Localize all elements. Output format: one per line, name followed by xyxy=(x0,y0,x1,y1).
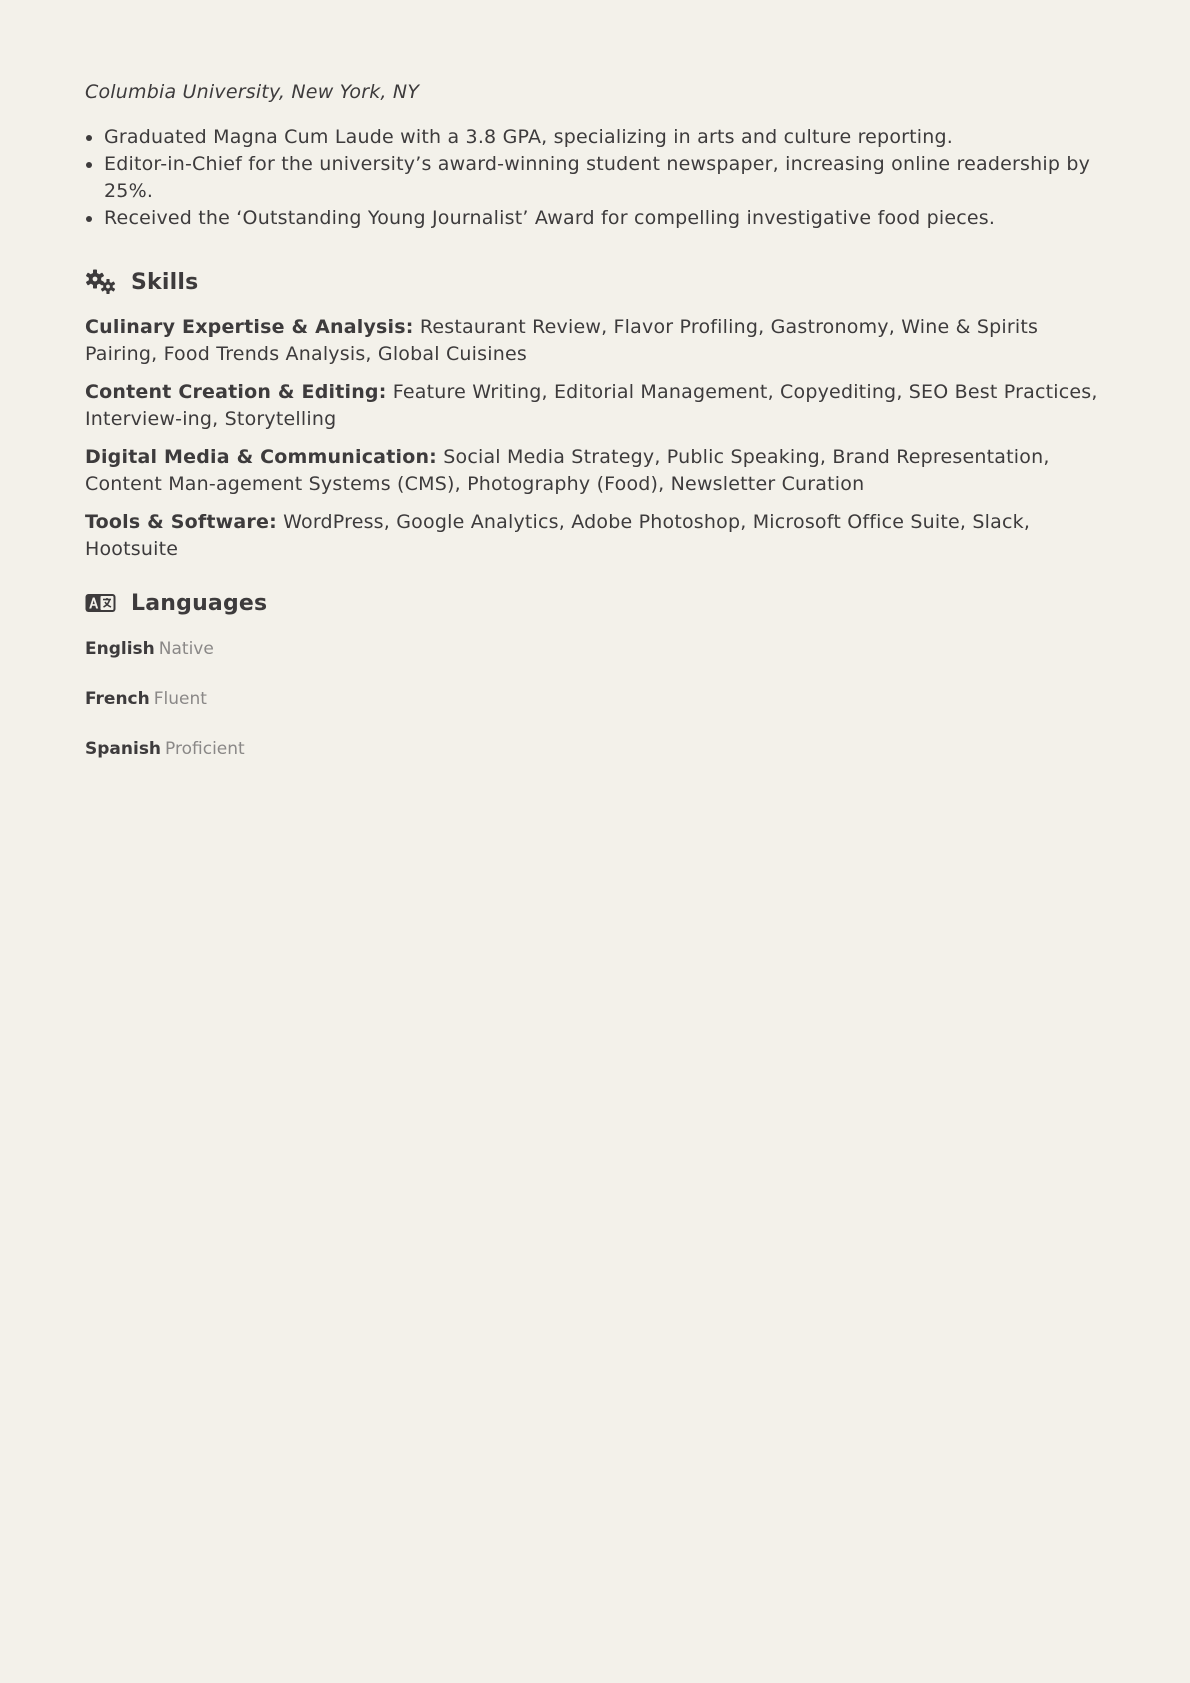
skill-value: Restaurant Review, Flavor Profiling, Gastronomy, Wine & Spirits Pairing, Food Trends Analysis, Global Cuisines xyxy=(85,316,1039,365)
language-row xyxy=(85,686,1105,712)
skill-value: Feature Writing, Editorial Management, Copyediting, SEO Best Practices, Interview-ing, Storytelling xyxy=(85,381,1098,430)
skill-row xyxy=(85,314,1105,368)
skill-row xyxy=(85,379,1105,433)
education-institution: Columbia University, New York, NY xyxy=(85,81,420,103)
education-bullet-list xyxy=(85,124,1105,232)
languages-heading xyxy=(85,587,1105,619)
language-name: English xyxy=(85,639,155,659)
language-level: Fluent xyxy=(153,689,207,709)
skills-title: Skills xyxy=(131,269,199,295)
language-level: Proficient xyxy=(165,739,245,759)
language-name: Spanish xyxy=(85,739,162,759)
skill-value: Social Media Strategy, Public Speaking, Brand Representation, Content Man-agement Systems (CMS), Photography (Food), Newsletter Curation xyxy=(85,446,1050,495)
skill-label: Digital Media & Communication: xyxy=(85,446,437,468)
skills-list xyxy=(85,314,1105,563)
language-name: French xyxy=(85,689,150,709)
skill-row xyxy=(85,509,1105,563)
skill-row xyxy=(85,444,1105,498)
skill-label: Culinary Expertise & Analysis: xyxy=(85,316,414,338)
languages-title: Languages xyxy=(131,590,268,616)
skill-label: Tools & Software: xyxy=(85,511,277,533)
education-bullet: • Editor-in-Chief for the university’s award-winning student newspaper, increasing online readership by 25%. xyxy=(104,151,1105,205)
skills-heading xyxy=(85,266,1105,298)
education-bullet: • Graduated Magna Cum Laude with a 3.8 GPA, specializing in arts and culture reporting. xyxy=(104,124,1105,151)
education-bullet: • Received the ‘Outstanding Young Journalist’ Award for compelling investigative food pieces. xyxy=(104,205,1105,232)
language-row xyxy=(85,636,1105,662)
skill-label: Content Creation & Editing: xyxy=(85,381,387,403)
languages-list xyxy=(85,636,1105,762)
resume-page xyxy=(85,78,1105,786)
language-row xyxy=(85,736,1105,762)
language-level: Native xyxy=(158,639,214,659)
gears-icon xyxy=(85,268,116,296)
language-icon xyxy=(85,589,116,617)
skill-value: WordPress, Google Analytics, Adobe Photoshop, Microsoft Office Suite, Slack, Hootsuite xyxy=(85,511,1031,560)
